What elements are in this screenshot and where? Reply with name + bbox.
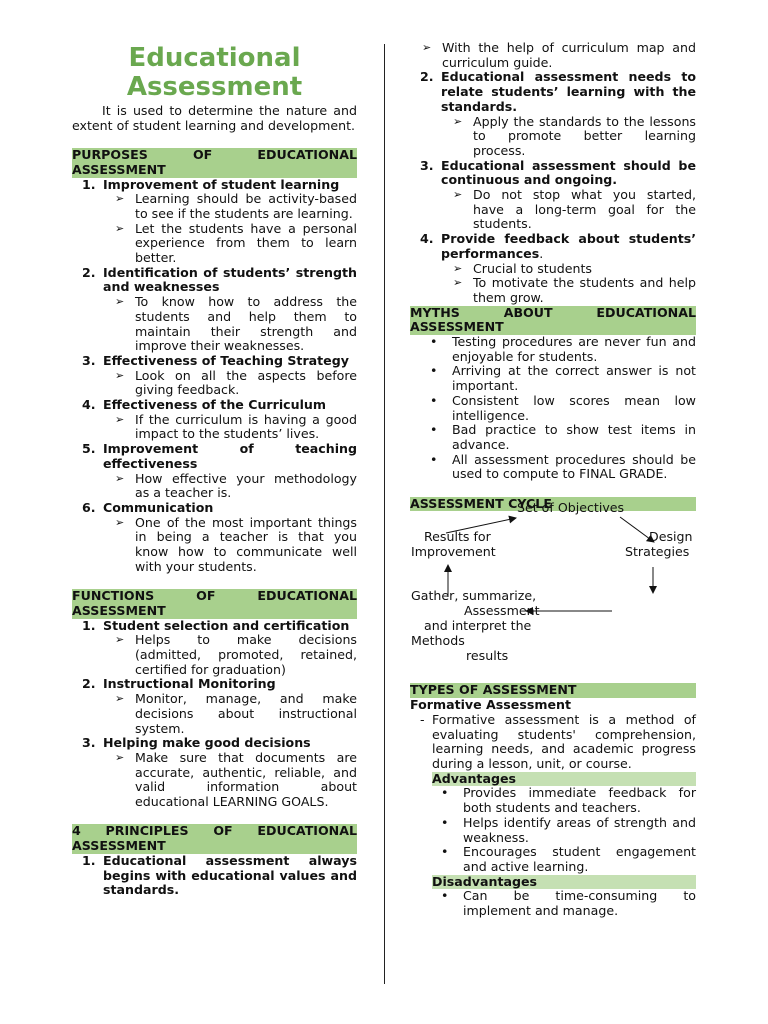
cycle-header: ASSESSMENT CYCLE [410,497,696,512]
item-title: Student selection and certification [103,617,350,633]
principle-number: 1. [82,852,96,868]
sub-item-text: If the curriculum is having a good impact to the students’ lives. [135,411,357,442]
bullet-dot-icon: • [441,888,449,904]
cycle-gather-label-line2: and interpret the [424,618,532,634]
intro-paragraph: It is used to determine the nature and extent of student learning and development. [72,103,357,133]
cycle-results-word-label: results [466,648,509,664]
bullet-dot-icon: • [430,334,438,350]
page-title: Educational Assessment [126,43,303,102]
numbered-item [72,178,357,266]
sub-list [103,516,357,575]
bullet-dot-icon: • [430,451,438,467]
item-title: Instructional Monitoring [103,676,276,692]
bullet-text: All assessment procedures should be used to compute to FINAL GRADE. [452,451,696,482]
arrow-bullet-icon: ➢ [115,412,125,426]
arrow-bullet-icon: ➢ [453,114,463,128]
item-title: Educational assessment needs to relate students’ learning with the standards. [441,69,696,114]
bullet-item [410,845,696,874]
principle-1-subitems [410,41,696,70]
numbered-item [72,266,357,354]
sub-list [103,751,357,810]
numbered-item [72,442,357,501]
bullet-text: Bad practice to show test items in advance. [452,422,696,452]
sub-list [441,262,696,306]
sub-list [103,192,357,266]
cycle-results-label-line1: Results for [424,529,491,545]
disadvantages-list [410,889,696,918]
sub-item [441,188,696,232]
sub-item-text: To motivate the students and help them grow. [473,275,696,305]
numbered-item [72,398,357,442]
sub-item-text: One of the most important things in being a teacher is that you know how to communicate well with your students. [135,514,357,574]
bullet-dot-icon: • [430,422,438,438]
cycle-methods-label: Methods [411,633,465,649]
bullet-dot-icon: • [441,844,449,860]
sub-item-text: Monitor, manage, and make decisions about instructional system. [135,691,357,736]
sub-item [410,41,696,70]
sub-list [103,692,357,736]
sub-list [103,633,357,677]
myths-list [410,335,696,482]
principles-list-part2 [410,70,696,305]
arrow-bullet-icon: ➢ [115,515,125,529]
purposes-list [72,178,357,575]
bullet-item [410,889,696,918]
bullet-text: Encourages student engagement and active learning. [463,844,696,874]
item-number: 3. [420,157,434,173]
cycle-gather-label-line1: Gather, summarize, [411,588,537,604]
sub-item [103,369,357,398]
disadvantages-header: Disadvantages [432,875,696,890]
bullet-item [410,394,696,423]
sub-item [103,295,357,354]
arrow-bullet-icon: ➢ [115,221,125,235]
bullet-item [410,816,696,845]
item-title: Effectiveness of the Curriculum [103,397,326,413]
cycle-assessment-label: Assessment [464,603,540,619]
item-title: Identification of students’ strength and weaknesses [103,264,357,295]
sub-item [441,276,696,305]
item-number: 5. [82,441,96,457]
item-number: 2. [82,676,96,692]
item-number: 3. [82,352,96,368]
item-number: 2. [420,69,434,85]
types-header: TYPES OF ASSESSMENT [410,683,696,698]
bullet-dot-icon: • [430,363,438,379]
item-number: 1. [82,617,96,633]
item-title: Educational assessment should be continuous and ongoing. [441,157,696,188]
purposes-header: PURPOSES OF EDUCATIONAL ASSESSMENT [72,147,357,177]
sub-item-text: Do not stop what you started, have a long-term goal for the students. [473,187,696,232]
functions-list [72,619,357,810]
functions-header: FUNCTIONS OF EDUCATIONAL ASSESSMENT [72,588,357,618]
sub-item-text: Let the students have a personal experience from them to learn better. [135,220,357,266]
numbered-item [72,501,357,575]
sub-item [103,413,357,442]
item-title: Improvement of student learning [103,176,340,192]
principles-list-part1 [72,854,357,898]
sub-item [103,192,357,221]
principles-header: 4 PRINCIPLES OF EDUCATIONAL ASSESSMENT [72,823,357,854]
bullet-item [410,786,696,815]
sub-item-text: To know how to address the students and help them to maintain their strength and improve their weaknesses. [135,294,357,354]
bullet-text: Consistent low scores mean low intelligence. [452,392,696,423]
arrow-bullet-icon: ➢ [422,41,432,54]
bullet-item [410,364,696,393]
sub-list [103,413,357,442]
formative-description-text: Formative assessment is a method of evaluating students' comprehension, learning needs, and academic progress during a lesson, unit, or course. [432,711,696,771]
arrow-bullet-icon: ➢ [115,192,125,206]
bullet-item [410,453,696,482]
item-title: Provide feedback about students’ performances. [441,231,696,261]
sub-item [103,472,357,501]
sub-item-text: Learning should be activity-based to see if the students are learning. [135,191,357,221]
sub-list [441,115,696,159]
numbered-item [72,619,357,678]
bullet-item [410,335,696,364]
item-title: Effectiveness of Teaching Strategy [103,352,349,368]
sub-item [103,516,357,575]
formative-title: Formative Assessment [410,697,571,713]
item-number: 6. [82,499,96,515]
sub-item [103,751,357,810]
sub-item-text: Helps to make decisions (admitted, promoted, retained, certified for graduation) [135,632,357,677]
bullet-text: Provides immediate feedback for both students and teachers. [463,785,696,816]
sub-item-text: With the help of curriculum map and curriculum guide. [442,40,696,70]
sub-item-text: Look on all the aspects before giving feedback. [135,367,357,398]
sub-item [103,222,357,266]
numbered-item [72,677,357,736]
arrow-bullet-icon: ➢ [115,471,125,485]
arrow-bullet-icon: ➢ [115,633,125,647]
item-number: 4. [420,231,434,247]
arrow-bullet-icon: ➢ [115,692,125,706]
numbered-item [410,159,696,233]
arrow-bullet-icon: ➢ [115,750,125,764]
column-divider [384,44,385,984]
advantages-list [410,786,696,874]
cycle-design-label-line2: Strategies [625,544,690,560]
bullet-dot-icon: • [441,785,449,801]
dash-bullet: - [420,711,425,727]
item-number: 3. [82,735,96,751]
arrow-bullet-icon: ➢ [115,368,125,382]
sub-item [103,692,357,736]
numbered-item [410,232,696,306]
numbered-item [72,736,357,810]
right-column [410,41,696,919]
bullet-item [410,423,696,452]
sub-item-text: Make sure that documents are accurate, authentic, reliable, and valid information about educational LEARNING GOALS. [135,749,357,810]
sub-item-text: Apply the standards to the lessons to promote better learning process. [473,113,696,158]
item-number: 4. [82,397,96,413]
arrow-bullet-icon: ➢ [453,261,463,275]
left-column [72,44,357,898]
bullet-text: Helps identify areas of strength and weakness. [463,814,696,845]
bullet-text: Testing procedures are never fun and enjoyable for students. [452,334,696,364]
sub-item [441,115,696,159]
principle-item-1 [72,854,357,898]
cycle-design-label-line1: Design [649,529,693,545]
cycle-objectives-label: Set of Objectives [517,500,625,516]
arrow-bullet-icon: ➢ [115,295,125,309]
arrow-bullet-icon: ➢ [453,276,463,290]
item-number: 1. [82,176,96,192]
sub-item-text: Crucial to students [473,260,592,276]
sub-item-text: How effective your methodology as a teacher is. [135,470,357,501]
sub-list [103,472,357,501]
bullet-text: Can be time-consuming to implement and manage. [463,888,696,919]
arrow-bullet-icon: ➢ [453,188,463,202]
numbered-item [72,354,357,398]
bullet-dot-icon: • [430,392,438,408]
item-title: Helping make good decisions [103,735,311,751]
sub-list [103,295,357,354]
numbered-item [410,70,696,158]
item-title: Improvement of teaching effectiveness [103,441,357,471]
advantages-header: Advantages [432,772,696,787]
item-number: 2. [82,264,96,280]
principle-title: Educational assessment always begins with educational values and standards. [103,852,357,898]
sub-item [103,633,357,677]
sub-list [441,188,696,232]
bullet-dot-icon: • [441,814,449,830]
sub-item [441,262,696,277]
item-title: Communication [103,499,214,515]
sub-list [103,369,357,398]
formative-description [410,713,696,772]
bullet-text: Arriving at the correct answer is not important. [452,363,696,394]
cycle-results-label-line2: Improvement [411,544,496,560]
myths-header: MYTHS ABOUT EDUCATIONAL ASSESSMENT [410,304,696,335]
